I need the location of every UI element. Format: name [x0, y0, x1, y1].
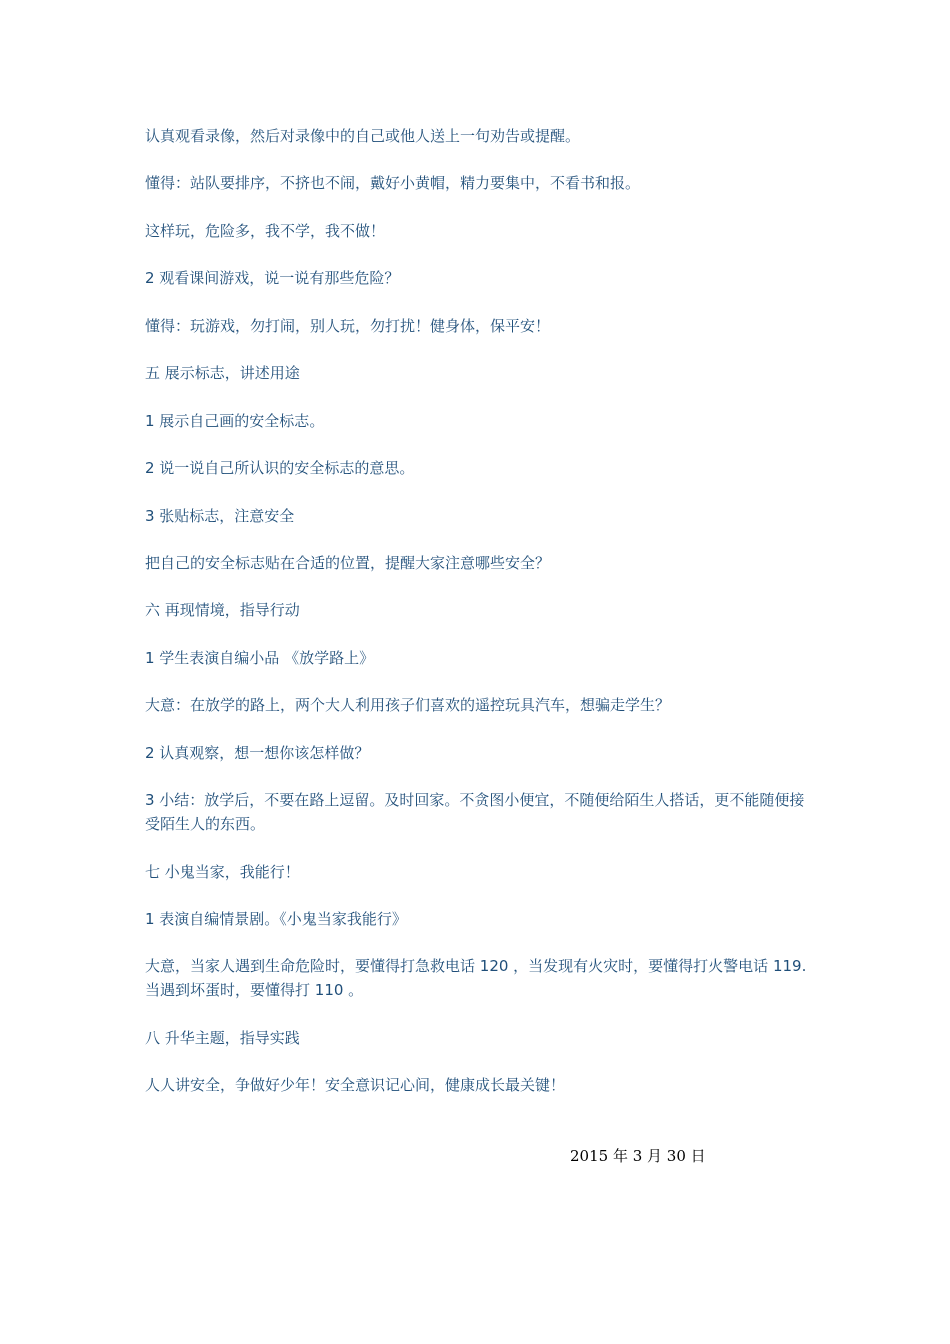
- paragraph-skit: 1 学生表演自编小品 《放学路上》: [145, 649, 375, 667]
- section-heading-seven: 七 小鬼当家，我能行！: [145, 863, 300, 881]
- paragraph-observe: 2 认真观察，想一想你该怎样做？: [145, 744, 370, 762]
- paragraph-show-sign: 1 展示自己画的安全标志。: [145, 412, 325, 430]
- paragraph-queue-rules: 懂得：站队要排序，不挤也不闹，戴好小黄帽，精力要集中，不看书和报。: [145, 174, 641, 192]
- paragraph-conclusion: 3 小结：放学后，不要在路上逗留。及时回家。不贪图小便宜，不随便给陌生人搭话，更不能随便接受陌生人的东西。: [145, 791, 805, 833]
- paragraph-post-sign: 3 张贴标志，注意安全: [145, 507, 295, 525]
- section-heading-eight: 八 升华主题，指导实践: [145, 1029, 300, 1047]
- paragraph-watch-video: 认真观看录像，然后对录像中的自己或他人送上一句劝告或提醒。: [145, 127, 581, 145]
- document-date: 2015 年 3 月 30 日: [570, 1147, 706, 1165]
- paragraph-sign-meaning: 2 说一说自己所认识的安全标志的意思。: [145, 459, 415, 477]
- section-heading-six: 六 再现情境，指导行动: [145, 601, 300, 619]
- paragraph-closing-slogan: 人人讲安全，争做好少年！安全意识记心间，健康成长最关键！: [145, 1076, 566, 1094]
- paragraph-skit-summary: 大意：在放学的路上，两个大人利用孩子们喜欢的遥控玩具汽车，想骗走学生？: [145, 696, 671, 714]
- paragraph-drama: 1 表演自编情景剧。《小鬼当家我能行》: [145, 910, 407, 928]
- paragraph-game-rules: 懂得：玩游戏，勿打闹，别人玩，勿打扰！健身体，保平安！: [145, 317, 551, 335]
- paragraph-emergency-numbers: 大意，当家人遇到生命危险时，要懂得打急救电话 120 ，当发现有火灾时，要懂得打火警电话 119.当遇到坏蛋时，要懂得打 110 。: [145, 957, 807, 999]
- paragraph-recess-games: 2 观看课间游戏，说一说有那些危险？: [145, 269, 400, 287]
- paragraph-place-sign: 把自己的安全标志贴在合适的位置，提醒大家注意哪些安全？: [145, 554, 551, 572]
- section-heading-five: 五 展示标志，讲述用途: [145, 364, 300, 382]
- paragraph-dangerous-play: 这样玩，危险多，我不学，我不做！: [145, 222, 386, 240]
